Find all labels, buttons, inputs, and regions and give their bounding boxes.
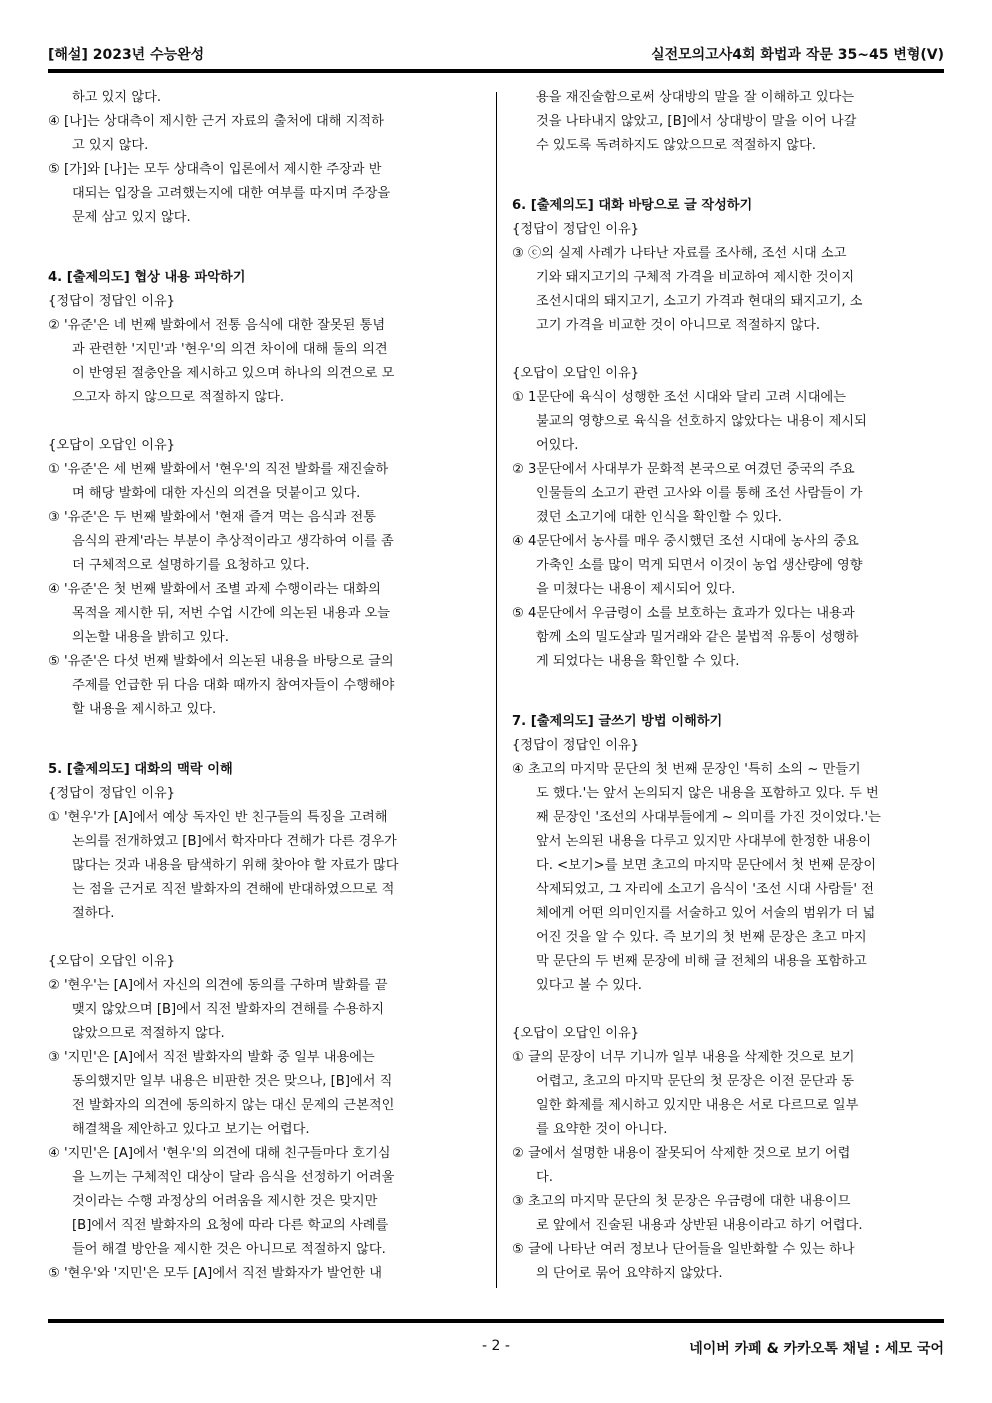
text-line: [B]에서 직전 발화자의 요청에 따라 다른 학교의 사례를	[72, 1218, 389, 1233]
text-line: 을 미쳤다는 내용이 제시되어 있다.	[536, 582, 736, 597]
text-line: 의논할 내용을 밝히고 있다.	[72, 630, 229, 645]
text-line: ① 글의 문장이 너무 기니까 일부 내용을 삭제한 것으로 보기	[512, 1050, 855, 1065]
text-line: 인물들의 소고기 관련 고사와 이를 통해 조선 사람들이 가	[536, 486, 863, 501]
text-line: ④ 4문단에서 농사를 매우 중시했던 조선 시대에 농사의 중요	[512, 534, 859, 549]
text-line: 졌던 소고기에 대한 인식을 확인할 수 있다.	[536, 510, 782, 525]
text-line: ③ ⓒ의 실제 사례가 나타난 자료를 조사해, 조선 시대 소고	[512, 246, 847, 261]
text-line: 삭제되었고, 그 자리에 소고기 음식이 '조선 시대 사람들' 전	[536, 882, 874, 897]
text-line: 맺지 않았으며 [B]에서 직전 발화자의 견해를 수용하지	[72, 1002, 385, 1017]
page-header	[48, 40, 944, 64]
header-title: [해설] 2023년 수능완성	[48, 47, 205, 63]
text-line: 를 요약한 것이 아니다.	[536, 1122, 668, 1137]
text-line: 함께 소의 밀도살과 밀거래와 같은 불법적 유통이 성행하	[536, 630, 859, 645]
subheading: {오답이 오답인 이유}	[512, 1026, 640, 1041]
footer-rule	[48, 1319, 944, 1323]
text-line: ③ '유준'은 두 번째 발화에서 '현재 즐겨 먹는 음식과 전통	[48, 510, 376, 525]
text-line: 일한 화제를 제시하고 있지만 내용은 서로 다르므로 일부	[536, 1098, 859, 1113]
text-line: 도 했다.'는 앞서 논의되지 않은 내용을 포함하고 있다. 두 번	[536, 786, 879, 801]
text-line: ③ '지민'은 [A]에서 직전 발화자의 발화 중 일부 내용에는	[48, 1050, 375, 1065]
text-line: 로 앞에서 진술된 내용과 상반된 내용이라고 하기 어렵다.	[536, 1218, 863, 1233]
text-line: 는 점을 근거로 직전 발화자의 견해에 반대하였으므로 적	[72, 882, 395, 897]
text-line: 고기 가격을 비교한 것이 아니므로 적절하지 않다.	[536, 318, 821, 333]
text-line: 가축인 소를 많이 먹게 되면서 이것이 농업 생산량에 영향	[536, 558, 863, 573]
text-line: 기와 돼지고기의 구체적 가격을 비교하여 제시한 것이지	[536, 270, 855, 285]
text-line: 것이라는 수행 과정상의 어려움을 제시한 것은 맞지만	[72, 1194, 378, 1209]
text-line: 이 반영된 절충안을 제시하고 있으며 하나의 의견으로 모	[72, 366, 395, 381]
page-number: - 2 -	[482, 1338, 510, 1354]
column-divider	[496, 92, 497, 1288]
text-line: 의 단어로 묶어 요약하지 않았다.	[536, 1266, 723, 1281]
text-line: 논의를 전개하였고 [B]에서 학자마다 견해가 다른 경우가	[72, 834, 397, 849]
text-line: ① '현우'가 [A]에서 예상 독자인 반 친구들의 특징을 고려해	[48, 810, 388, 825]
text-line: 많다는 것과 내용을 탐색하기 위해 찾아야 할 자료가 많다	[72, 858, 399, 873]
text-line: ⑤ '현우'와 '지민'은 모두 [A]에서 직전 발화자가 발언한 내	[48, 1266, 382, 1281]
text-line: 고 있지 않다.	[72, 138, 149, 153]
text-line: 으고자 하지 않으므로 적절하지 않다.	[72, 390, 285, 405]
text-line: 들어 해결 방안을 제시한 것은 아니므로 적절하지 않다.	[72, 1242, 386, 1257]
section-heading: 6. [출제의도] 대화 바탕으로 글 작성하기	[512, 198, 753, 213]
text-line: 음식의 관계'라는 부분이 추상적이라고 생각하여 이를 좀	[72, 534, 394, 549]
text-line: ⑤ [가]와 [나]는 모두 상대측이 입론에서 제시한 주장과 반	[48, 162, 382, 177]
text-line: 해결책을 제안하고 있다고 보기는 어렵다.	[72, 1122, 310, 1137]
text-line: ③ 초고의 마지막 문단의 첫 문장은 우금령에 대한 내용이므	[512, 1194, 851, 1209]
text-line: 체에게 어떤 의미인지를 서술하고 있어 서술의 범위가 더 넓	[536, 906, 876, 921]
text-line: 막 문단의 두 번째 문장에 비해 글 전체의 내용을 포함하고	[536, 954, 867, 969]
text-line: 을 느끼는 구체적인 대상이 달라 음식을 선정하기 어려울	[72, 1170, 395, 1185]
footer-channel: 네이버 카페 & 카카오톡 채널 : 세모 국어	[689, 1341, 944, 1357]
header-rule	[48, 69, 944, 73]
text-line: 절하다.	[72, 906, 115, 921]
text-line: 전 발화자의 의견에 동의하지 않는 대신 문제의 근본적인	[72, 1098, 395, 1113]
subheading: {정답이 정답인 이유}	[48, 294, 176, 309]
text-line: 째 문장인 '조선의 사대부들에게 ~ 의미를 가진 것이었다.'는	[536, 810, 881, 825]
subheading: {정답이 정답인 이유}	[512, 738, 640, 753]
text-line: ⑤ '유준'은 다섯 번째 발화에서 의논된 내용을 바탕으로 글의	[48, 654, 394, 669]
text-line: 앞서 논의된 내용을 다루고 있지만 사대부에 한정한 내용이	[536, 834, 872, 849]
text-line: 과 관련한 '지민'과 '현우'의 의견 차이에 대해 둘의 의견	[72, 342, 388, 357]
text-line: ① '유준'은 세 번째 발화에서 '현우'의 직전 발화를 재진술하	[48, 462, 389, 477]
text-line: 어렵고, 초고의 마지막 문단의 첫 문장은 이전 문단과 동	[536, 1074, 854, 1089]
text-line: 있다고 볼 수 있다.	[536, 978, 642, 993]
section-heading: 4. [출제의도] 협상 내용 파악하기	[48, 270, 246, 285]
subheading: {정답이 정답인 이유}	[512, 222, 640, 237]
text-line: 더 구체적으로 설명하기를 요청하고 있다.	[72, 558, 310, 573]
text-line: ② '현우'는 [A]에서 자신의 의견에 동의를 구하며 발화를 끝	[48, 978, 388, 993]
left-column	[48, 86, 476, 1286]
text-line: 주제를 언급한 뒤 다음 대화 때까지 참여자들이 수행해야	[72, 678, 395, 693]
section-heading: 5. [출제의도] 대화의 맥락 이해	[48, 762, 233, 777]
text-line: ① 1문단에 육식이 성행한 조선 시대와 달리 고려 시대에는	[512, 390, 847, 405]
text-line: 것을 나타내지 않았고, [B]에서 상대방이 말을 이어 나갈	[536, 114, 857, 129]
text-line: 불교의 영향으로 육식을 선호하지 않았다는 내용이 제시되	[536, 414, 867, 429]
text-line: ⑤ 글에 나타난 여러 정보나 단어들을 일반화할 수 있는 하나	[512, 1242, 855, 1257]
text-line: ④ '유준'은 첫 번째 발화에서 조별 과제 수행이라는 대화의	[48, 582, 381, 597]
text-line: 할 내용을 제시하고 있다.	[72, 702, 217, 717]
text-line: ② '유준'은 네 번째 발화에서 전통 음식에 대한 잘못된 통념	[48, 318, 386, 333]
right-column	[512, 86, 944, 1286]
text-line: 며 해당 발화에 대한 자신의 의견을 덧붙이고 있다.	[72, 486, 361, 501]
text-line: ④ [나]는 상대측이 제시한 근거 자료의 출처에 대해 지적하	[48, 114, 384, 129]
subheading: {오답이 오답인 이유}	[48, 438, 176, 453]
subheading: {오답이 오답인 이유}	[512, 366, 640, 381]
section-heading: 7. [출제의도] 글쓰기 방법 이해하기	[512, 714, 723, 729]
text-line: 목적을 제시한 뒤, 저번 수업 시간에 의논된 내용과 오늘	[72, 606, 390, 621]
text-line: 동의했지만 일부 내용은 비판한 것은 맞으나, [B]에서 직	[72, 1074, 393, 1089]
text-line: ⑤ 4문단에서 우금령이 소를 보호하는 효과가 있다는 내용과	[512, 606, 855, 621]
text-line: 게 되었다는 내용을 확인할 수 있다.	[536, 654, 740, 669]
text-line: 다. <보기>를 보면 초고의 마지막 문단에서 첫 번째 문장이	[536, 858, 877, 873]
text-line: ④ '지민'은 [A]에서 '현우'의 의견에 대해 친구들마다 호기심	[48, 1146, 391, 1161]
text-line: ② 3문단에서 사대부가 문화적 본국으로 여겼던 중국의 주요	[512, 462, 855, 477]
text-line: 하고 있지 않다.	[72, 90, 162, 105]
subheading: {오답이 오답인 이유}	[48, 954, 176, 969]
text-line: 어있다.	[536, 438, 579, 453]
page-footer	[48, 1336, 944, 1360]
subheading: {정답이 정답인 이유}	[48, 786, 176, 801]
text-line: 다.	[536, 1170, 553, 1185]
text-line: 수 있도록 독려하지도 않았으므로 적절하지 않다.	[536, 138, 816, 153]
text-line: ④ 초고의 마지막 문단의 첫 번째 문장인 '특히 소의 ~ 만들기	[512, 762, 861, 777]
header-exam-info: 실전모의고사4회 화법과 작문 35~45 변형(V)	[651, 47, 944, 63]
text-line: ② 글에서 설명한 내용이 잘못되어 삭제한 것으로 보기 어렵	[512, 1146, 851, 1161]
text-line: 조선시대의 돼지고기, 소고기 가격과 현대의 돼지고기, 소	[536, 294, 863, 309]
text-line: 대되는 입장을 고려했는지에 대한 여부를 따지며 주장을	[72, 186, 391, 201]
text-line: 용을 재진술함으로써 상대방의 말을 잘 이해하고 있다는	[536, 90, 855, 105]
text-line: 않았으므로 적절하지 않다.	[72, 1026, 225, 1041]
text-line: 어진 것을 알 수 있다. 즉 보기의 첫 번째 문장은 초고 마지	[536, 930, 867, 945]
text-line: 문제 삼고 있지 않다.	[72, 210, 191, 225]
